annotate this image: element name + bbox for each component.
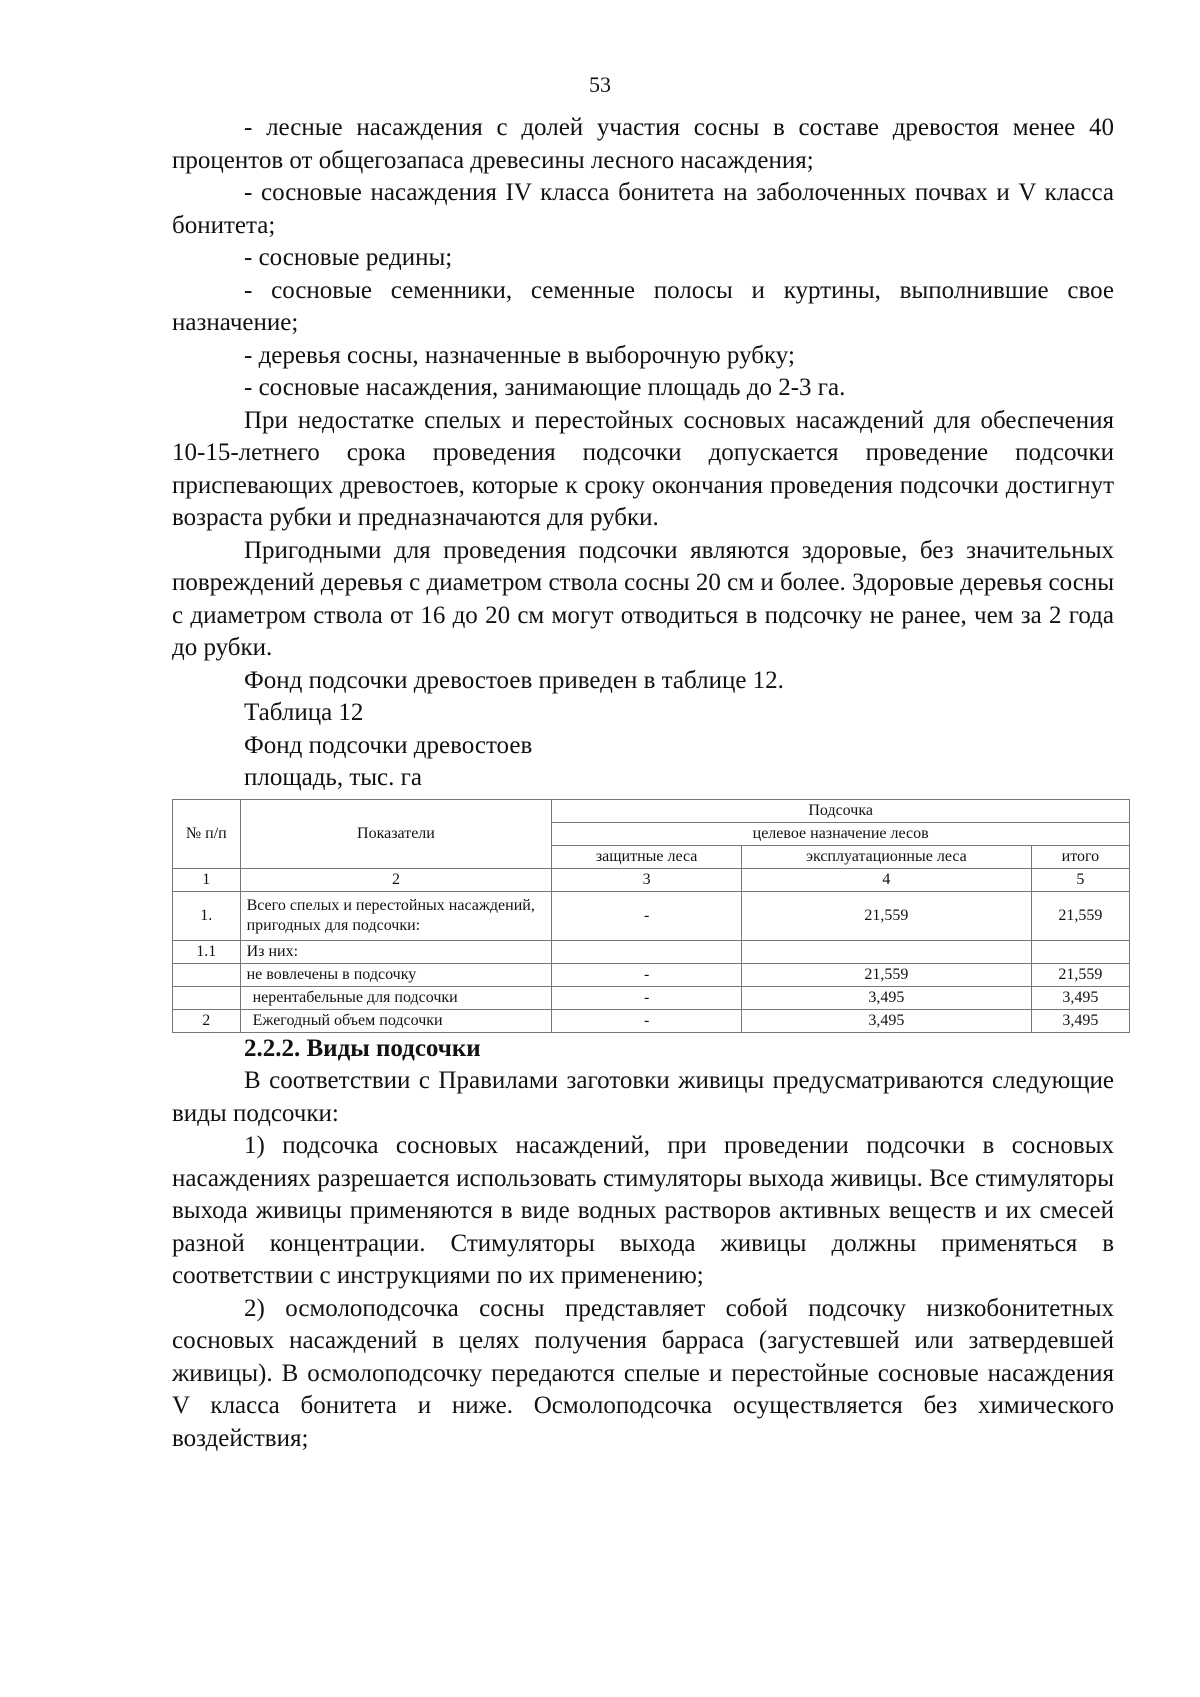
list-item: - сосновые насаждения IV класса бонитета на заболоченных почвах и V класса бонитета; [172,179,1114,239]
row-exploitation: 3,495 [741,1009,1031,1032]
row-name: Всего спелых и перестойных насаждений, пригодных для подсочки: [240,891,552,940]
paragraph: 1) подсочка сосновых насаждений, при проведении подсочки в сосновых насаждениях разрешается использовать стимуляторы выхода живицы. Все стимуляторы выхода живицы применяются в виде водных растворов активных веществ и их смесей разной концентрации. Стимуляторы выхода живицы должны применяться в соответствии с инструкциями по их применению; [172,1132,1114,1289]
header-group: Подсочка [552,799,1130,822]
row-name: Из них: [240,940,552,963]
header-exploitation: эксплуатационные леса [741,845,1031,868]
list-item: - деревья сосны, назначенные в выборочную рубку; [244,341,795,369]
row-num [173,986,241,1009]
table-row [173,891,1130,940]
table-row [173,940,1130,963]
paragraph: 2) осмолоподсочка сосны представляет собой подсочку низкобонитетных сосновых насаждений в целях получения барраса (загустевшей или затвердевшей живицы). В осмолоподсочку передаются спелые и перестойные сосновые насаждения V класса бонитета и ниже. Осмолоподсочка осуществляется без химического воздействия; [172,1294,1114,1452]
row-exploitation: 3,495 [741,986,1031,1009]
row-num: 1. [173,891,241,940]
list-item: - сосновые редины; [244,244,453,271]
table-caption: Таблица 12 [244,699,364,726]
row-name: нерентабельные для подсочки [240,986,552,1009]
header-indicators: Показатели [240,799,552,868]
row-protective: - [552,986,742,1009]
section-heading: 2.2.2. Виды подсочки [244,1034,481,1062]
row-name: не вовлечены в подсочку [240,963,552,986]
header-num: № п/п [173,799,241,868]
row-num: 1.1 [173,940,241,963]
row-protective [552,940,742,963]
row-total: 3,495 [1031,1009,1129,1032]
paragraph: В соответствии с Правилами заготовки живицы предусматриваются следующие виды подсочки: [172,1067,1114,1127]
row-name: Ежегодный объем подсочки [240,1009,552,1032]
column-number: 1 [173,868,241,891]
row-exploitation: 21,559 [741,891,1031,940]
row-total [1031,940,1129,963]
row-total: 3,495 [1031,986,1129,1009]
column-number: 4 [741,868,1031,891]
row-protective: - [552,891,742,940]
list-item: - сосновые насаждения, занимающие площадь до 2-3 га. [244,374,846,401]
row-total: 21,559 [1031,891,1129,940]
page-number: 53 [589,72,611,97]
paragraph: При недостатке спелых и перестойных сосновых насаждений для обеспечения 10-15-летнего срока проведения подсочки допускается проведение подсочки приспевающих древостоев, которые к сроку окончания проведения подсочки достигнут возраста рубки и предназначаются для рубки. [172,406,1114,531]
column-number: 5 [1031,868,1129,891]
row-num [173,963,241,986]
row-exploitation: 21,559 [741,963,1031,986]
paragraph: Пригодными для проведения подсочки являются здоровые, без значительных повреждений деревья с диаметром ствола сосны 20 см и более. Здоровые деревья сосны с диаметром ствола от 16 до 20 см могут отводиться в подсочку не ранее, чем за 2 года до рубки. [172,536,1114,661]
row-exploitation [741,940,1031,963]
fund-table [172,799,1130,1033]
table-title: Фонд подсочки древостоев [244,731,533,759]
table-header-row [173,799,1130,822]
header-subgroup: целевое назначение лесов [552,822,1130,845]
column-number: 3 [552,868,742,891]
table-row [173,986,1130,1009]
header-protective: защитные леса [552,845,742,868]
column-number: 2 [240,868,552,891]
paragraph: Фонд подсочки древостоев приведен в таблице 12. [244,666,784,694]
header-total: итого [1031,845,1129,868]
column-number-row [173,868,1130,891]
list-item: - лесные насаждения с долей участия сосны в составе древостоя менее 40 процентов от общегозапаса древесины лесного насаждения; [172,114,1114,174]
table-row [173,1009,1130,1032]
table-row [173,963,1130,986]
row-protective: - [552,963,742,986]
row-num: 2 [173,1009,241,1032]
document-body [172,112,1114,1455]
row-total: 21,559 [1031,963,1129,986]
bullet-list [172,112,1114,405]
row-protective: - [552,1009,742,1032]
table-unit: площадь, тыс. га [244,764,422,791]
list-item: - сосновые семенники, семенные полосы и куртины, выполнившие свое назначение; [172,276,1114,336]
